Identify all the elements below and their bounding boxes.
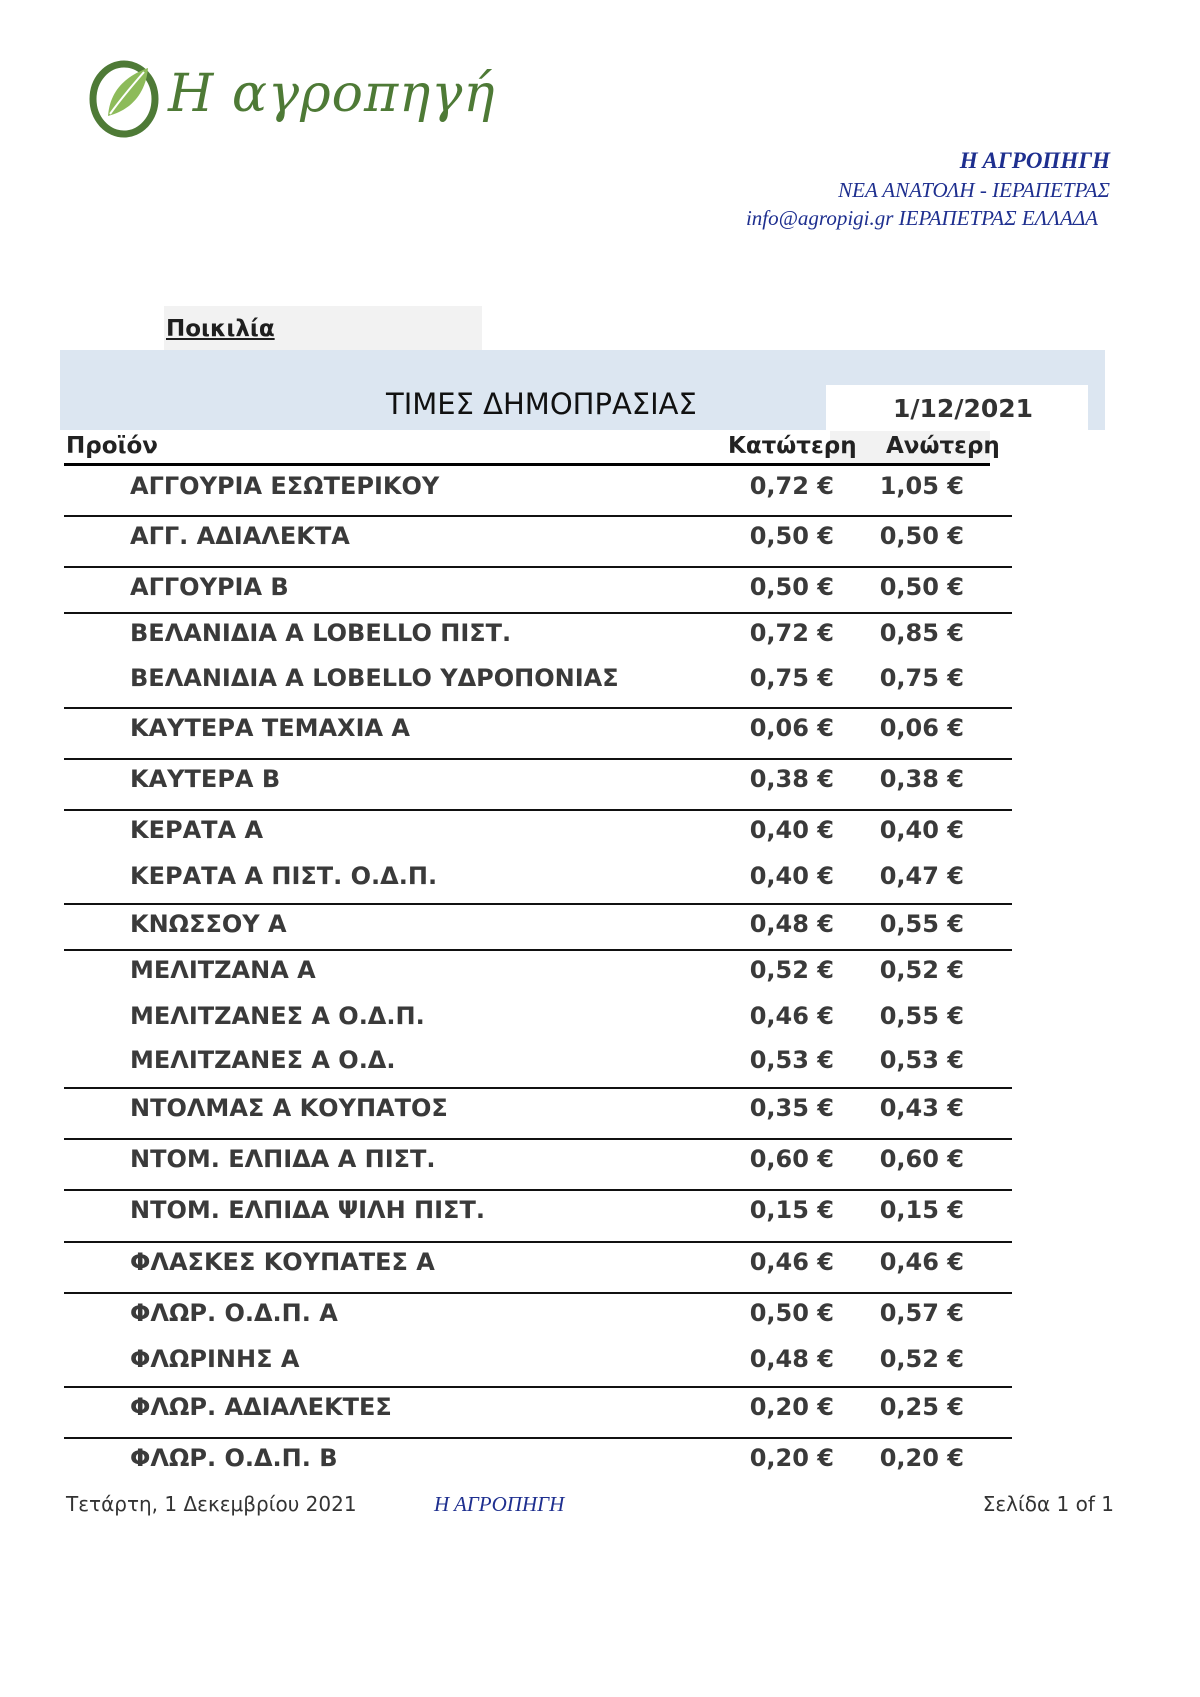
high-price: 0,57 € [879, 1299, 964, 1327]
column-header-high: Ανώτερη [886, 433, 1000, 459]
table-row [0, 1444, 1200, 1474]
table-row [0, 1393, 1200, 1423]
page-title: ΤΙΜΕΣ ΔΗΜΟΠΡΑΣΙΑΣ [386, 387, 697, 421]
table-row [0, 1046, 1200, 1076]
logo-text: Η αγροπηγή [168, 64, 496, 124]
low-price: 0,48 € [749, 1345, 834, 1373]
row-divider [64, 1292, 1012, 1294]
table-row [0, 619, 1200, 649]
table-row [0, 664, 1200, 694]
high-price: 0,85 € [879, 619, 964, 647]
product-name: ΚΑΥΤΕΡΑ ΤΕΜΑΧΙΑ Α [130, 714, 410, 742]
table-row [0, 765, 1200, 795]
footer-company: Η ΑΓΡΟΠΗΓΗ [434, 1492, 565, 1516]
table-row [0, 1248, 1200, 1278]
product-name: ΚΕΡΑΤΑ Α ΠΙΣΤ. Ο.Δ.Π. [130, 862, 438, 890]
row-divider [64, 566, 1012, 568]
low-price: 0,75 € [749, 664, 834, 692]
row-divider [64, 1138, 1012, 1140]
low-price: 0,50 € [749, 522, 834, 550]
row-divider [64, 1189, 1012, 1191]
high-price: 0,15 € [879, 1196, 964, 1224]
product-name: ΒΕΛΑΝΙΔΙΑ Α LOBELLO ΠΙΣΤ. [130, 619, 512, 647]
table-row [0, 816, 1200, 846]
low-price: 0,46 € [749, 1002, 834, 1030]
high-price: 0,52 € [879, 1345, 964, 1373]
column-header-product: Προϊόν [66, 433, 158, 459]
row-divider [64, 1241, 1012, 1243]
table-row [0, 714, 1200, 744]
product-name: ΦΛΩΡΙΝΗΣ Α [130, 1345, 300, 1373]
low-price: 0,46 € [749, 1248, 834, 1276]
table-row [0, 1002, 1200, 1032]
low-price: 0,20 € [749, 1444, 834, 1472]
page-number: Σελίδα 1 of 1 [982, 1492, 1114, 1516]
low-price: 0,35 € [749, 1094, 834, 1122]
table-row [0, 1196, 1200, 1226]
row-divider [64, 1087, 1012, 1089]
low-price: 0,20 € [749, 1393, 834, 1421]
company-name: Η ΑΓΡΟΠΗΓΗ [959, 148, 1110, 173]
row-divider [64, 903, 1012, 905]
high-price: 0,46 € [879, 1248, 964, 1276]
product-name: ΝΤΟΛΜΑΣ Α ΚΟΥΠΑΤΟΣ [130, 1094, 448, 1122]
high-price: 0,47 € [879, 862, 964, 890]
product-name: ΝΤΟΜ. ΕΛΠΙΔΑ Α ΠΙΣΤ. [130, 1145, 436, 1173]
low-price: 0,40 € [749, 862, 834, 890]
product-name: ΚΑΥΤΕΡΑ Β [130, 765, 281, 793]
low-price: 0,06 € [749, 714, 834, 742]
table-row [0, 1094, 1200, 1124]
product-name: ΑΓΓ. ΑΔΙΑΛΕΚΤΑ [130, 522, 350, 550]
product-name: ΑΓΓΟΥΡΙΑ ΕΣΩΤΕΡΙΚΟΥ [130, 472, 440, 500]
company-address: ΝΕΑ ΑΝΑΤΟΛΗ - ΙΕΡΑΠΕΤΡΑΣ [838, 178, 1110, 202]
row-divider [64, 949, 1012, 951]
table-row [0, 1145, 1200, 1175]
low-price: 0,53 € [749, 1046, 834, 1074]
high-price: 0,20 € [879, 1444, 964, 1472]
high-price: 0,40 € [879, 816, 964, 844]
low-price: 0,52 € [749, 956, 834, 984]
high-price: 0,52 € [879, 956, 964, 984]
company-contact: info@agropigi.gr ΙΕΡΑΠΕΤΡΑΣ ΕΛΛΑΔΑ [745, 206, 1098, 230]
product-name: ΦΛΩΡ. Ο.Δ.Π. Α [130, 1299, 338, 1327]
table-row [0, 472, 1200, 502]
table-row [0, 573, 1200, 603]
product-name: ΦΛΩΡ. Ο.Δ.Π. Β [130, 1444, 338, 1472]
product-name: ΦΛΩΡ. ΑΔΙΑΛΕΚΤΕΣ [130, 1393, 392, 1421]
high-price: 0,06 € [879, 714, 964, 742]
auction-date: 1/12/2021 [893, 394, 1034, 423]
high-price: 0,55 € [879, 910, 964, 938]
high-price: 1,05 € [879, 472, 964, 500]
low-price: 0,48 € [749, 910, 834, 938]
low-price: 0,72 € [749, 472, 834, 500]
product-name: ΑΓΓΟΥΡΙΑ Β [130, 573, 289, 601]
row-divider [64, 758, 1012, 760]
row-divider [64, 515, 1012, 517]
row-divider [64, 612, 1012, 614]
product-name: ΦΛΑΣΚΕΣ ΚΟΥΠΑΤΕΣ Α [130, 1248, 435, 1276]
product-name: ΒΕΛΑΝΙΔΙΑ Α LOBELLO ΥΔΡΟΠΟΝΙΑΣ [130, 664, 619, 692]
product-name: ΝΤΟΜ. ΕΛΠΙΔΑ ΨΙΛΗ ΠΙΣΤ. [130, 1196, 485, 1224]
table-row [0, 1345, 1200, 1375]
product-name: ΚΕΡΑΤΑ Α [130, 816, 264, 844]
high-price: 0,60 € [879, 1145, 964, 1173]
product-name: ΚΝΩΣΣΟΥ Α [130, 910, 287, 938]
high-price: 0,55 € [879, 1002, 964, 1030]
high-price: 0,50 € [879, 522, 964, 550]
low-price: 0,60 € [749, 1145, 834, 1173]
low-price: 0,50 € [749, 573, 834, 601]
low-price: 0,40 € [749, 816, 834, 844]
product-name: ΜΕΛΙΤΖΑΝΕΣ Α Ο.Δ.Π. [130, 1002, 425, 1030]
column-header-low: Κατώτερη [728, 433, 857, 459]
product-name: ΜΕΛΙΤΖΑΝΕΣ Α Ο.Δ. [130, 1046, 396, 1074]
low-price: 0,50 € [749, 1299, 834, 1327]
table-row [0, 956, 1200, 986]
footer-date: Τετάρτη, 1 Δεκεμβρίου 2021 [66, 1492, 357, 1516]
row-divider [64, 809, 1012, 811]
low-price: 0,72 € [749, 619, 834, 647]
table-row [0, 1299, 1200, 1329]
high-price: 0,25 € [879, 1393, 964, 1421]
low-price: 0,38 € [749, 765, 834, 793]
row-divider [64, 707, 1012, 709]
table-row [0, 522, 1200, 552]
table-row [0, 862, 1200, 892]
high-price: 0,43 € [879, 1094, 964, 1122]
high-price: 0,53 € [879, 1046, 964, 1074]
table-row [0, 910, 1200, 940]
row-divider [64, 1437, 1012, 1439]
high-price: 0,50 € [879, 573, 964, 601]
low-price: 0,15 € [749, 1196, 834, 1224]
variety-label: Ποικιλία [166, 316, 275, 342]
high-price: 0,75 € [879, 664, 964, 692]
row-divider [64, 1386, 1012, 1388]
high-price: 0,38 € [879, 765, 964, 793]
product-name: ΜΕΛΙΤΖΑΝΑ Α [130, 956, 316, 984]
